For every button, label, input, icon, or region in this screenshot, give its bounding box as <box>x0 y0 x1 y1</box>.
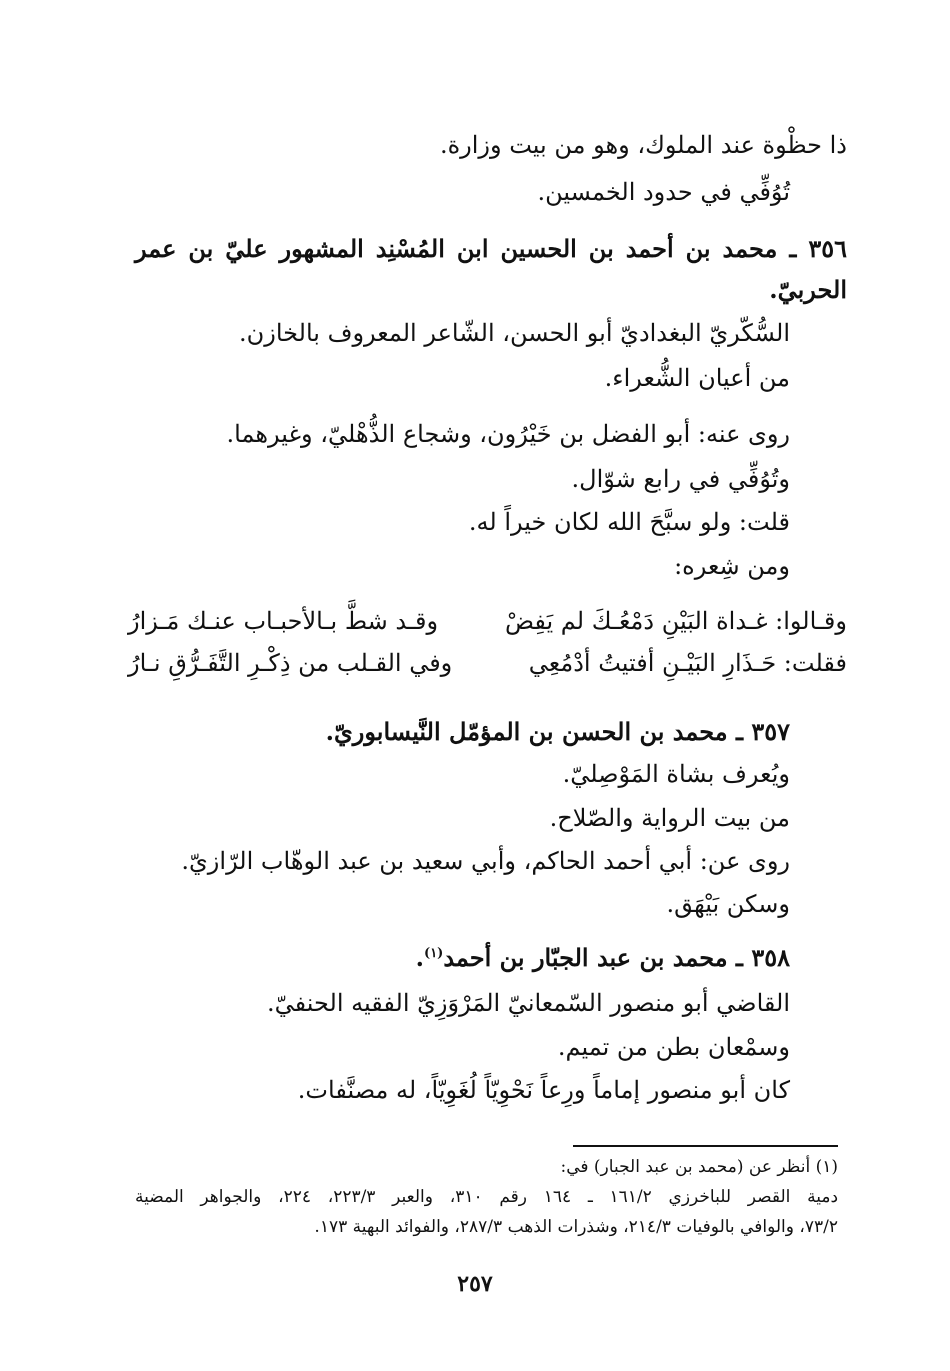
text-line: من أعيان الشُّعراء. <box>604 364 790 392</box>
text-line: تُوُفِّي في حدود الخمسين. <box>537 178 790 206</box>
text-line: السُّكّريّ البغداديّ أبو الحسن، الشّاعر المعروف بالخازن. <box>239 319 790 347</box>
entry-358-heading <box>416 938 790 978</box>
text-line: روى عن: أبي أحمد الحاكم، وأبي سعيد بن عبد الوهّاب الرّازيّ. <box>181 847 790 875</box>
footnote-line: دمية القصر للباخرزي ١٦١/٢ ـ ١٦٤ رقم ٣١٠، والعبر ٢٢٣/٣، ٢٢٤، والجواهر المضية <box>135 1187 839 1207</box>
text-line: القاضي أبو منصور السّمعانيّ المَرْوَزِيّ الفقيه الحنفيّ. <box>267 989 790 1017</box>
verse-line <box>128 643 847 683</box>
footnote-line: ٧٣/٢، والوافي بالوفيات ٢١٤/٣، وشذرات الذهب ٢٨٧/٣، والفوائد البهية ١٧٣. <box>314 1217 838 1237</box>
entry-358-title: ٣٥٨ ـ محمد بن عبد الجبّار بن أحمد <box>443 943 790 972</box>
text-line: ويُعرف بشاة المَوْصِليّ. <box>562 760 790 788</box>
entry-356-heading-cont: الحربيّ. <box>769 275 847 304</box>
text-line: روى عنه: أبو الفضل بن خَيْرُون، وشجاع الذُّهْليّ، وغيرهما. <box>226 420 790 448</box>
verse-second-hemistich: وفي القـلب من ذِكْـرِ التَّفَـرُّقِ نـارُ <box>128 649 453 677</box>
entry-356-heading: ٣٥٦ ـ محمد بن أحمد بن الحسين ابن المُسْنِد المشهور عليّ بن عمر <box>135 234 847 263</box>
entry-357-heading: ٣٥٧ ـ محمد بن الحسن بن المؤمّل النَّيسابوريّ. <box>325 717 790 746</box>
text-line: وسمْعان بطن من تميم. <box>557 1033 790 1061</box>
text-line: كان أبو منصور إماماً ورِعاً نَحْوِيّاً لُغَوِيّاً، له مصنَّفات. <box>297 1076 790 1104</box>
text-line: ذا حظْوة عند الملوك، وهو من بيت وزارة. <box>439 131 847 159</box>
footnote-line: (١) أنظر عن (محمد بن عبد الجبار) في: <box>560 1157 838 1177</box>
entry-358-period: . <box>415 943 425 972</box>
text-line: قلت: ولو سبَّحَ الله لكان خيراً له. <box>468 508 790 536</box>
verse-second-hemistich: وقـد شطَّ بـالأحبـاب عنـك مَـزارُ <box>128 607 439 635</box>
verse-line <box>128 601 847 641</box>
footnote-divider <box>573 1145 838 1147</box>
page-number: ٢٥٧ <box>457 1271 493 1297</box>
text-line: من بيت الرواية والصّلاح. <box>549 804 790 832</box>
footnote-ref: (١) <box>424 946 444 961</box>
poetry-intro: ومن شِعره: <box>674 552 790 580</box>
text-line: وتُوُفِّي في رابع شوّال. <box>571 465 790 493</box>
text-line: وسكن بَيْهَق. <box>666 890 790 918</box>
verse-first-hemistich: وقـالوا: غـداة البَيْنِ دَمْعُـكَ لم يَفِضْ <box>504 607 847 635</box>
verse-first-hemistich: فقلت: حَـذَارِ البَيْـنِ أفتيتُ أدْمُعِي <box>528 649 847 677</box>
